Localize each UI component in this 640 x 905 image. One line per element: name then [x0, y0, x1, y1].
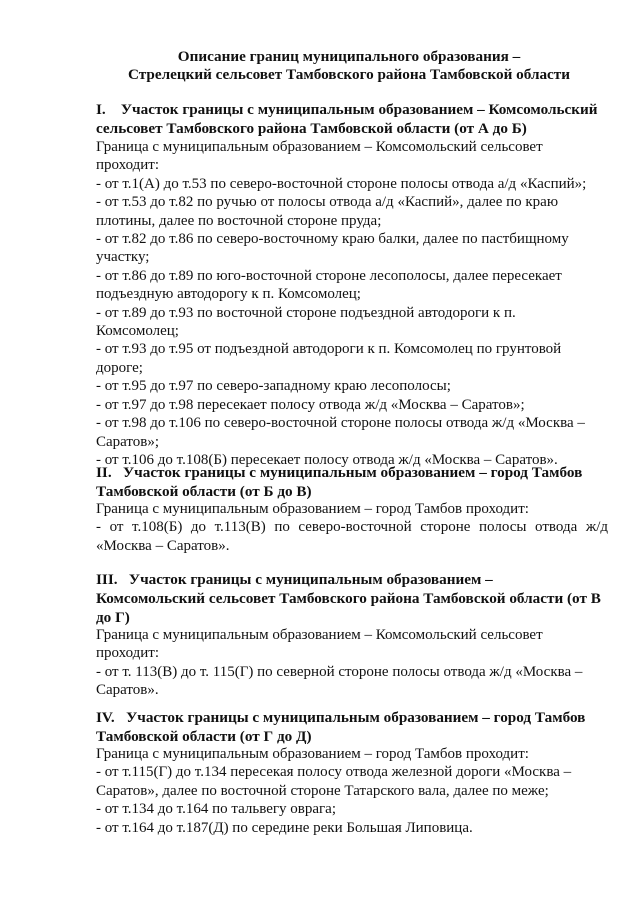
section-1-line: Комсомолец; — [96, 323, 179, 340]
section-1-body — [96, 138, 608, 469]
section-4-heading — [96, 708, 608, 746]
section-1-line: - от т.82 до т.86 по северо-восточному краю балки, далее по пастбищному — [96, 231, 569, 248]
section-3-line: проходит: — [96, 645, 160, 662]
section-1-line: - от т.106 до т.108(Б) пересекает полосу отвода ж/д «Москва – Саратов». — [96, 451, 558, 468]
section-3-line: Граница с муниципальным образованием – Комсомольский сельсовет — [96, 627, 543, 643]
section-2-line: - от т.108(Б) до т.113(В) по северо-восточной стороне полосы отвода ж/д — [96, 519, 608, 536]
section-4-line: - от т.134 до т.164 по тальвегу оврага; — [96, 801, 336, 818]
section-1-line: - от т.93 до т.95 от подъездной автодороги к п. Комсомолец по грунтовой — [96, 341, 562, 358]
section-4-line: - от т.164 до т.187(Д) по середине реки Большая Липовица. — [96, 819, 473, 836]
section-3-line: Саратов». — [96, 682, 159, 699]
section-1-heading-line-1: I. Участок границы с муниципальным образованием – Комсомольский — [96, 101, 598, 118]
section-2-heading — [96, 463, 608, 501]
section-1-line: - от т.97 до т.98 пересекает полосу отвода ж/д «Москва – Саратов»; — [96, 396, 525, 413]
document-title-line-1: Описание границ муниципального образования – — [177, 48, 521, 65]
section-4-heading-line-2: Тамбовской области (от Г до Д) — [96, 728, 312, 745]
section-3-line: - от т. 113(В) до т. 115(Г) по северной стороне полосы отвода ж/д «Москва – — [96, 663, 583, 680]
section-2-line: Граница с муниципальным образованием – город Тамбов проходит: — [96, 501, 529, 517]
section-1-line: - от т.89 до т.93 по восточной стороне подъездной автодороги к п. — [96, 304, 516, 321]
section-1-line: - от т.53 до т.82 по ручью от полосы отвода а/д «Каспий», далее по краю — [96, 194, 559, 211]
section-3-heading-line-2: Комсомольский сельсовет Тамбовского района Тамбовской области (от В — [96, 590, 601, 607]
section-4-body — [96, 745, 608, 837]
document-title-line-2: Стрелецкий сельсовет Тамбовского района Тамбовской области — [127, 66, 571, 83]
section-1-line: - от т.1(А) до т.53 по северо-восточной стороне полосы отвода а/д «Каспий»; — [96, 175, 587, 192]
section-1-line: - от т.86 до т.89 по юго-восточной стороне лесополосы, далее пересекает — [96, 267, 562, 284]
section-1-line: - от т.98 до т.106 по северо-восточной стороне полосы отвода ж/д «Москва – — [96, 415, 585, 432]
section-2-heading-line-1: II. Участок границы с муниципальным образованием – город Тамбов — [96, 464, 583, 481]
section-1-line: участку; — [96, 249, 150, 266]
section-1-line: Граница с муниципальным образованием – Комсомольский сельсовет — [96, 139, 543, 155]
section-1-heading — [96, 100, 608, 138]
section-1-heading-line-2: сельсовет Тамбовского района Тамбовской области (от А до Б) — [96, 120, 527, 137]
section-3-heading — [96, 570, 608, 627]
section-2-body — [96, 500, 608, 555]
section-2-heading-line-2: Тамбовской области (от Б до В) — [96, 483, 312, 500]
section-4-line: Саратов», далее по восточной стороне Татарского вала, далее по меже; — [96, 782, 549, 799]
section-3-heading-line-3: до Г) — [96, 609, 130, 626]
section-1-line: подъездную автодорогу к п. Комсомолец; — [96, 286, 361, 303]
section-4-line: Граница с муниципальным образованием – город Тамбов проходит: — [96, 746, 529, 762]
section-1-line: Саратов»; — [96, 433, 160, 450]
section-1-line: проходит: — [96, 157, 160, 174]
section-1-line: - от т.95 до т.97 по северо-западному краю лесополосы; — [96, 378, 451, 395]
section-1-line: плотины, далее по восточной стороне пруда; — [96, 212, 382, 229]
section-3-heading-line-1: III. Участок границы с муниципальным образованием – — [96, 571, 493, 588]
section-4-line: - от т.115(Г) до т.134 пересекая полосу отвода железной дороги «Москва – — [96, 764, 572, 781]
section-1-line: дороге; — [96, 359, 143, 376]
section-4-heading-line-1: IV. Участок границы с муниципальным образованием – город Тамбов — [96, 709, 586, 726]
section-3-body — [96, 626, 608, 700]
section-2-line: «Москва – Саратов». — [96, 537, 230, 554]
